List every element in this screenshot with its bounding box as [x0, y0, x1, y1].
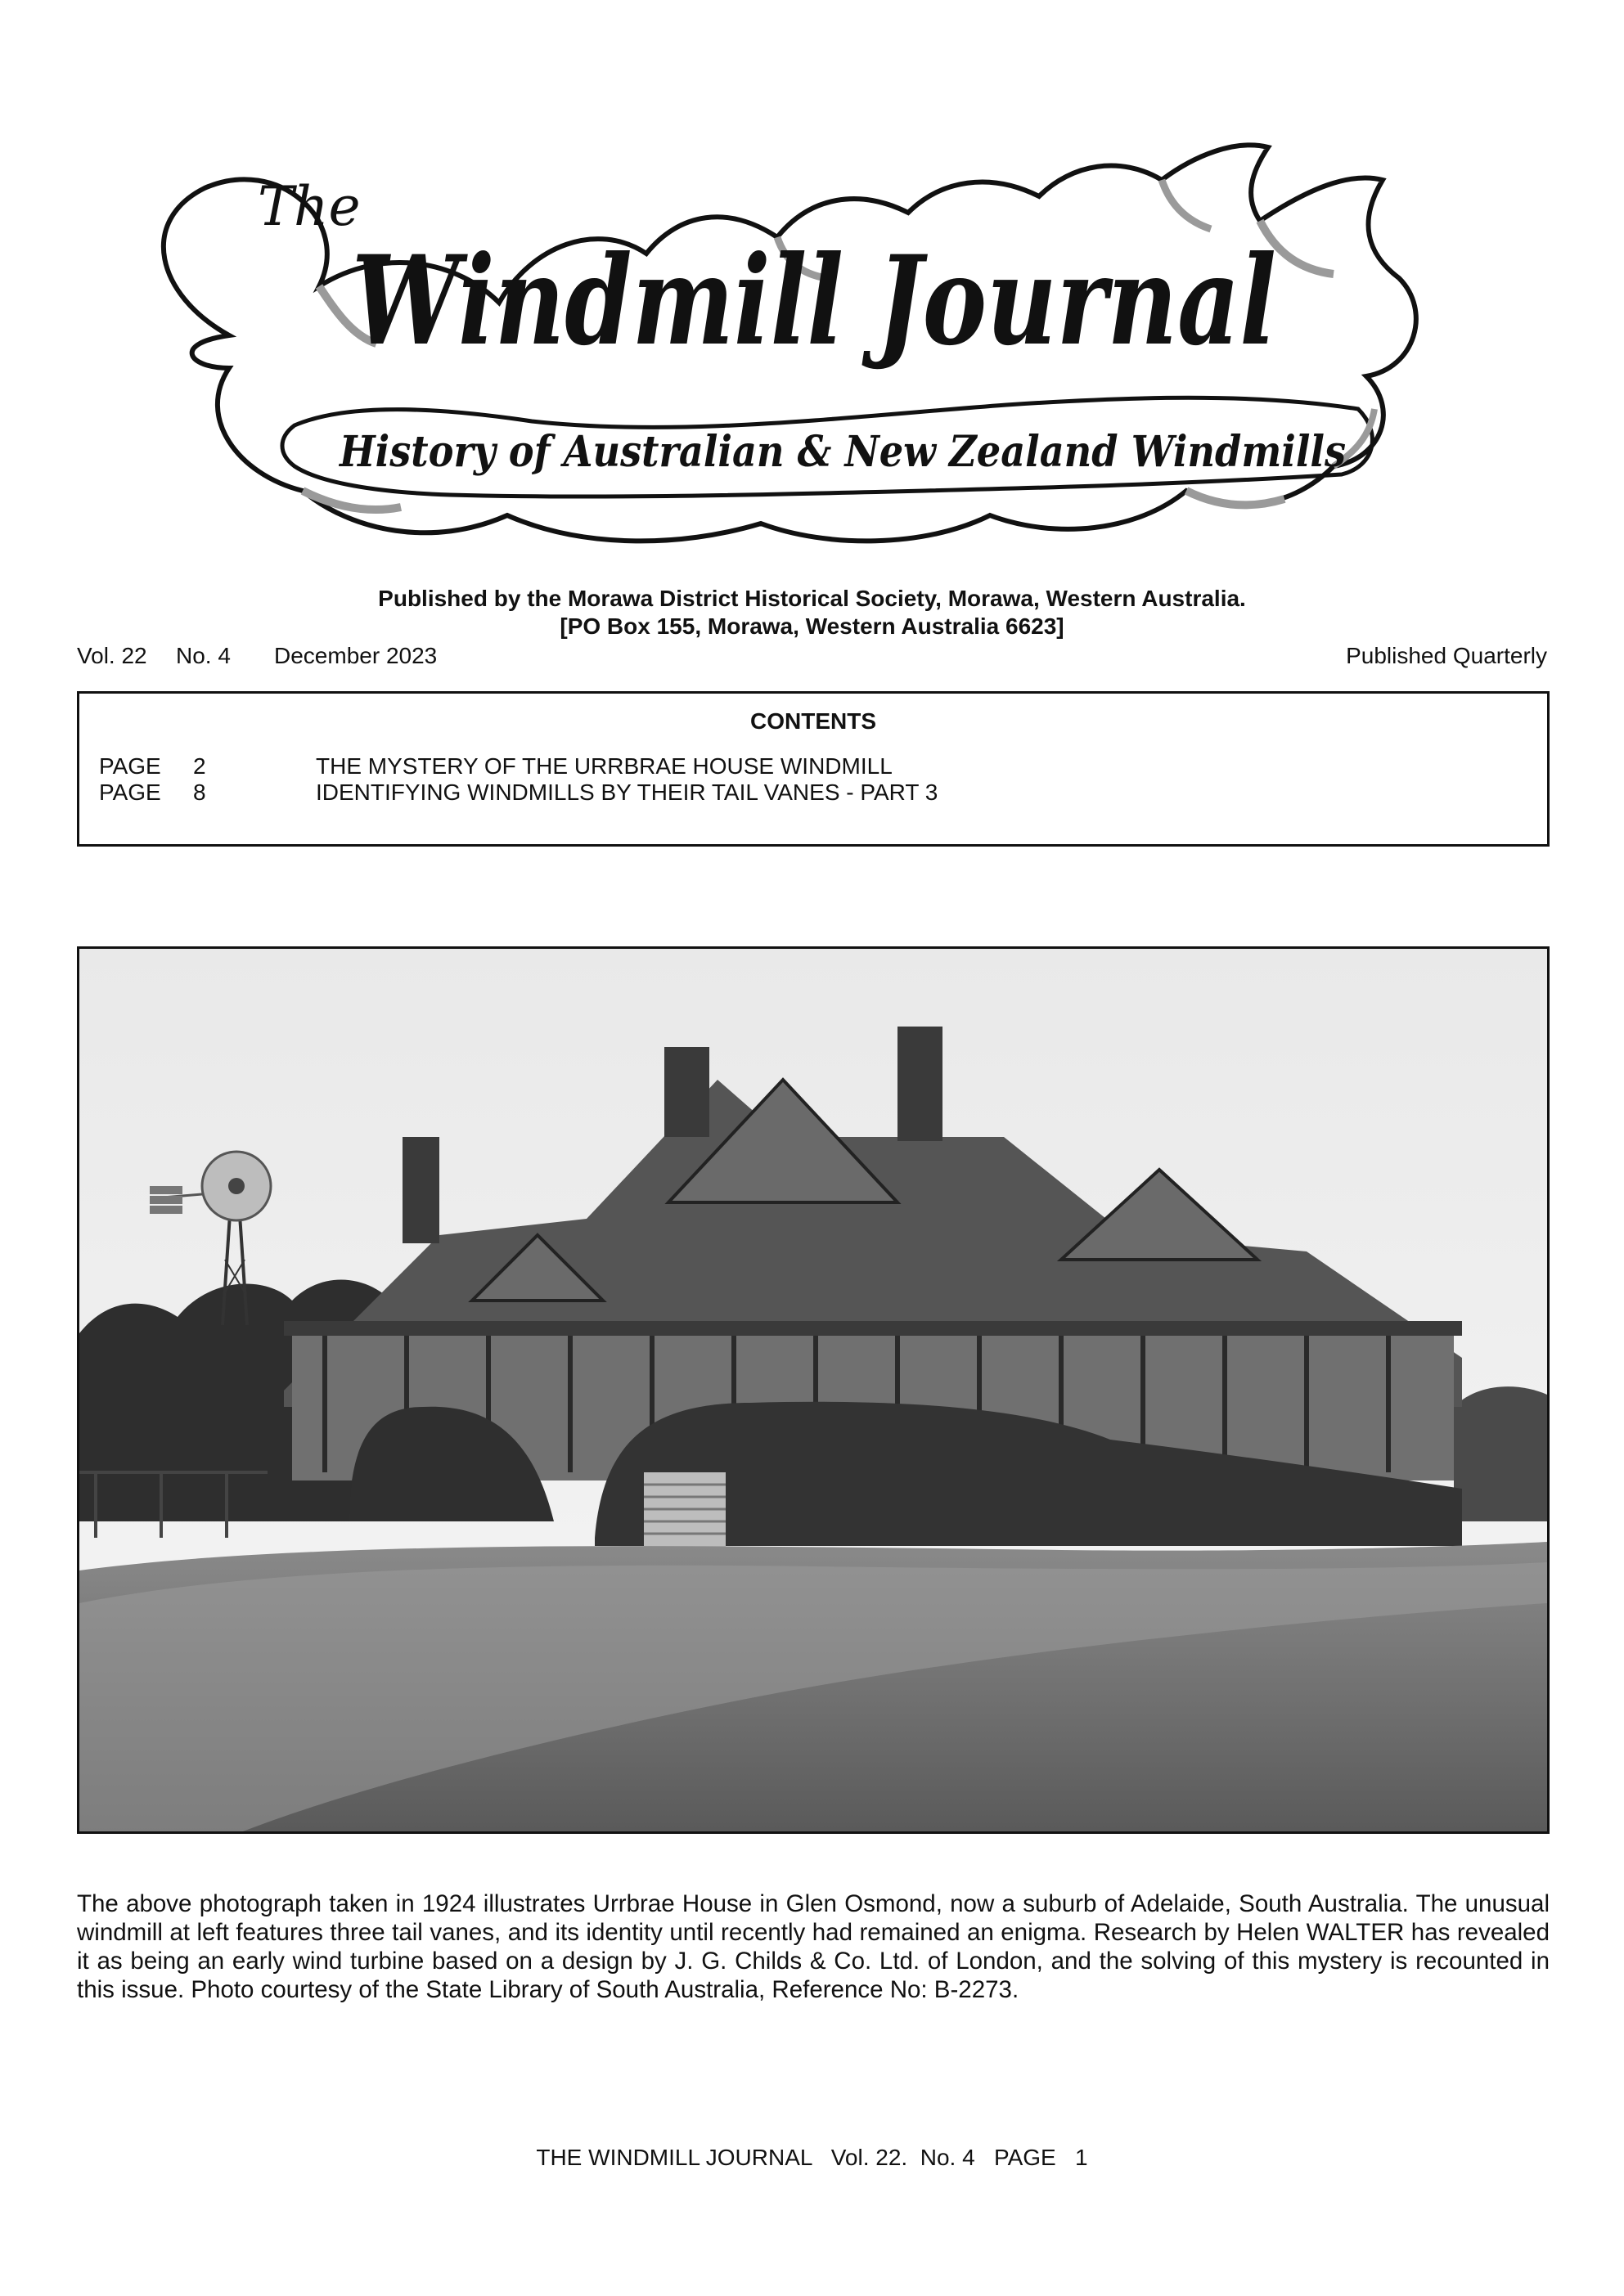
masthead-the: The [258, 175, 361, 238]
toc-title: IDENTIFYING WINDMILLS BY THEIR TAIL VANES - PART 3 [316, 780, 938, 805]
toc-page-number: 8 [193, 780, 206, 805]
issue-number: No. 4 [176, 643, 231, 668]
contents-box [77, 691, 1550, 847]
masthead-title: Windmill Journal [352, 229, 1276, 373]
masthead [106, 123, 1481, 581]
gray-curl [303, 491, 401, 510]
toc-page-number: 2 [193, 753, 206, 779]
verandah-roof-edge [284, 1321, 1462, 1336]
chimney [664, 1047, 709, 1137]
toc-page-label: PAGE [99, 753, 161, 779]
toc-page-label: PAGE [99, 780, 161, 805]
masthead-scroll-frame [106, 123, 1481, 581]
front-steps [644, 1472, 726, 1550]
chimney [403, 1137, 439, 1243]
tail-vane [150, 1196, 182, 1204]
tail-vane [150, 1186, 182, 1194]
urrbrae-house-photo [77, 946, 1550, 1834]
photo-illustration [79, 949, 1547, 1831]
issue-volume: Vol. 22 [77, 643, 147, 668]
issue-frequency: Published Quarterly [1346, 643, 1547, 668]
contents-heading: CONTENTS [750, 708, 876, 734]
issue-date: December 2023 [274, 643, 438, 668]
trees-right [1454, 1386, 1547, 1521]
publisher-address: [PO Box 155, Morawa, Western Australia 6623] [560, 613, 1064, 639]
tail-vane [150, 1206, 182, 1214]
publisher-line: Published by the Morawa District Historical Society, Morawa, Western Australia. [378, 586, 1246, 611]
page-footer: THE WINDMILL JOURNAL Vol. 22. No. 4 PAGE 1 [536, 2145, 1088, 2170]
gray-curl [1186, 491, 1284, 505]
toc-title: THE MYSTERY OF THE URRBRAE HOUSE WINDMILL [316, 753, 893, 779]
masthead-subtitle: History of Australian & New Zealand Windmills [338, 427, 1347, 477]
gray-curl [1162, 180, 1211, 229]
photo-caption: The above photograph taken in 1924 illustrates Urrbrae House in Glen Osmond, now a suburb of Adelaide, South Australia. The unusual windmill at left features three tail vanes, and its identity until recently had remained an enigma. Research by Helen WALTER has revealed it as being an early wind turbine based on a design by J. G. Childs & Co. Ltd. of London, and the solving of this mystery is recounted in this issue. Photo courtesy of the State Library of South Australia, Reference No: B-2273. [77, 1890, 1550, 2003]
chimney [897, 1027, 942, 1141]
